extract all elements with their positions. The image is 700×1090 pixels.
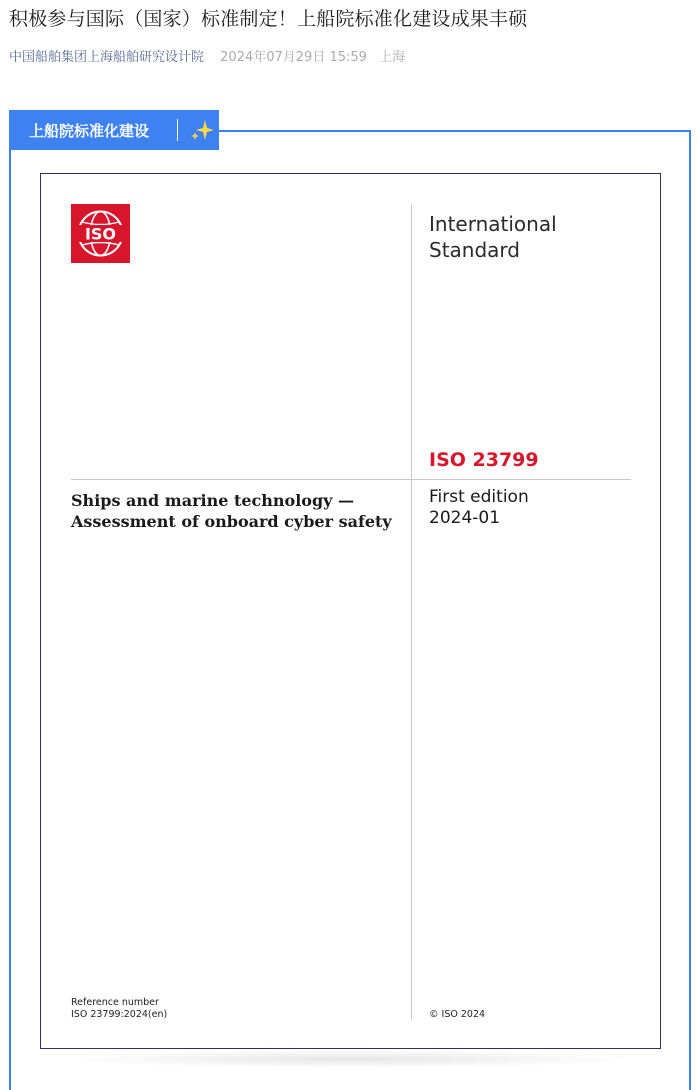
document-title: Ships and marine technology — Assessment of onboard cyber safety xyxy=(71,491,392,531)
document-shadow xyxy=(60,1050,640,1068)
article-meta xyxy=(9,46,405,65)
section-header-tag xyxy=(9,110,219,150)
iso-document-cover xyxy=(40,173,661,1049)
article-title: 积极参与国际（国家）标准制定！上船院标准化建设成果丰硕 xyxy=(9,8,528,30)
svg-text:ISO: ISO xyxy=(84,224,117,244)
section-header-divider xyxy=(177,119,178,141)
edition-info: First edition 2024-01 xyxy=(429,487,529,528)
cover-horizontal-rule xyxy=(71,479,631,480)
account-name-link[interactable]: 中国船舶集团上海船舶研究设计院 xyxy=(9,50,205,65)
cover-vertical-rule xyxy=(411,204,412,1020)
iso-logo xyxy=(71,204,130,263)
sparkle-icon xyxy=(189,118,215,142)
copyright-notice: © ISO 2024 xyxy=(429,1009,486,1020)
publish-location: 上海 xyxy=(379,50,406,65)
publish-date: 2024年07月29日 15:59 xyxy=(220,50,367,65)
section-header-label: 上船院标准化建设 xyxy=(29,122,150,140)
document-type: International Standard xyxy=(429,212,557,262)
standard-number: ISO 23799 xyxy=(429,449,539,471)
reference-number: Reference number ISO 23799:2024(en) xyxy=(71,997,168,1020)
